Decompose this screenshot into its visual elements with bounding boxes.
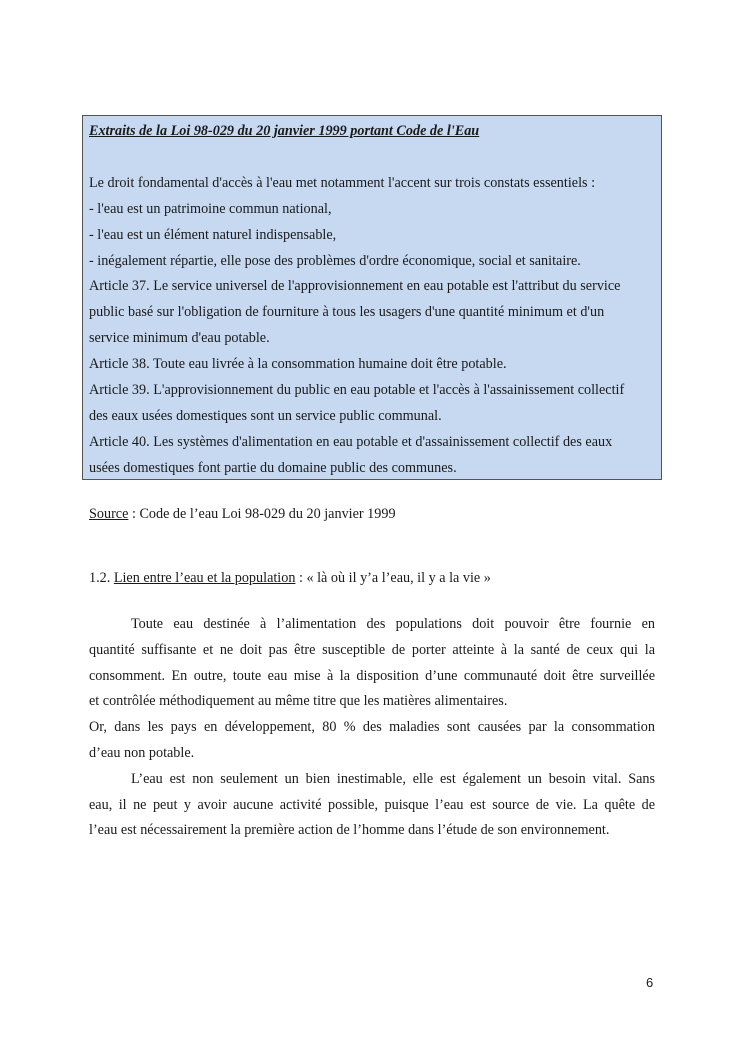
paragraph-line: eau, il ne peut y avoir aucune activité possible, puisque l’eau est source de vie. La quête de (89, 796, 655, 813)
paragraph-line: Toute eau destinée à l’alimentation des populations doit pouvoir être fournie en (131, 616, 655, 632)
paragraph-line: Or, dans les pays en développement, 80 % des maladies sont causées par la consommation (89, 719, 655, 736)
page-number: 6 (646, 975, 654, 990)
source-label: Source (89, 506, 129, 522)
blank-line (89, 145, 655, 171)
source-caption (89, 506, 396, 523)
paragraph-line: quantité suffisante et ne doit pas être susceptible de porter atteinte à la santé de ceux qui la (89, 641, 655, 658)
law-line: Article 39. L'approvisionnement du public en eau potable et l'accès à l'assainissement collectif (89, 382, 625, 399)
paragraph-line: consomment. En outre, toute eau mise à la disposition d’une communauté doit être surveillée (89, 667, 655, 684)
law-line: service minimum d'eau potable. (89, 330, 270, 347)
source-text: : Code de l’eau Loi 98-029 du 20 janvier 1999 (128, 506, 396, 522)
law-line: Article 38. Toute eau livrée à la consommation humaine doit être potable. (89, 356, 507, 373)
paragraph-1 (89, 612, 655, 715)
law-extract-box (82, 115, 662, 480)
section-heading (89, 570, 491, 587)
paragraph-2 (89, 715, 655, 767)
law-line: - inégalement répartie, elle pose des problèmes d'ordre économique, social et sanitaire. (89, 252, 581, 269)
body-text (89, 612, 655, 844)
paragraph-3 (89, 767, 655, 844)
law-line: - l'eau est un élément naturel indispensable, (89, 226, 337, 243)
law-line: Article 40. Les systèmes d'alimentation en eau potable et d'assainissement collectif des eaux (89, 433, 613, 450)
section-number: 1.2. (89, 570, 114, 586)
paragraph-line: et contrôlée méthodiquement au même titre que les matières alimentaires. (89, 693, 508, 710)
law-line: public basé sur l'obligation de fourniture à tous les usagers d'une quantité minimum et d'un (89, 304, 605, 321)
law-line: - l'eau est un patrimoine commun national, (89, 200, 332, 217)
paragraph-line: d’eau non potable. (89, 744, 195, 761)
paragraph-line: L’eau est non seulement un bien inestimable, elle est également un besoin vital. Sans (131, 770, 655, 787)
law-line: Article 37. Le service universel de l'approvisionnement en eau potable est l'attribut du service (89, 278, 621, 295)
law-line: des eaux usées domestiques sont un service public communal. (89, 407, 442, 424)
law-line: usées domestiques font partie du domaine public des communes. (89, 459, 457, 476)
law-extract-title: Extraits de la Loi 98-029 du 20 janvier 1999 portant Code de l'Eau (89, 123, 480, 139)
section-title: Lien entre l’eau et la population (113, 570, 296, 586)
section-quote: : « là où il y’a l’eau, il y a la vie » (295, 570, 491, 586)
law-line: Le droit fondamental d'accès à l'eau met notamment l'accent sur trois constats essentiels : (89, 174, 596, 191)
paragraph-line: l’eau est nécessairement la première action de l’homme dans l’étude de son environnement. (89, 822, 610, 839)
